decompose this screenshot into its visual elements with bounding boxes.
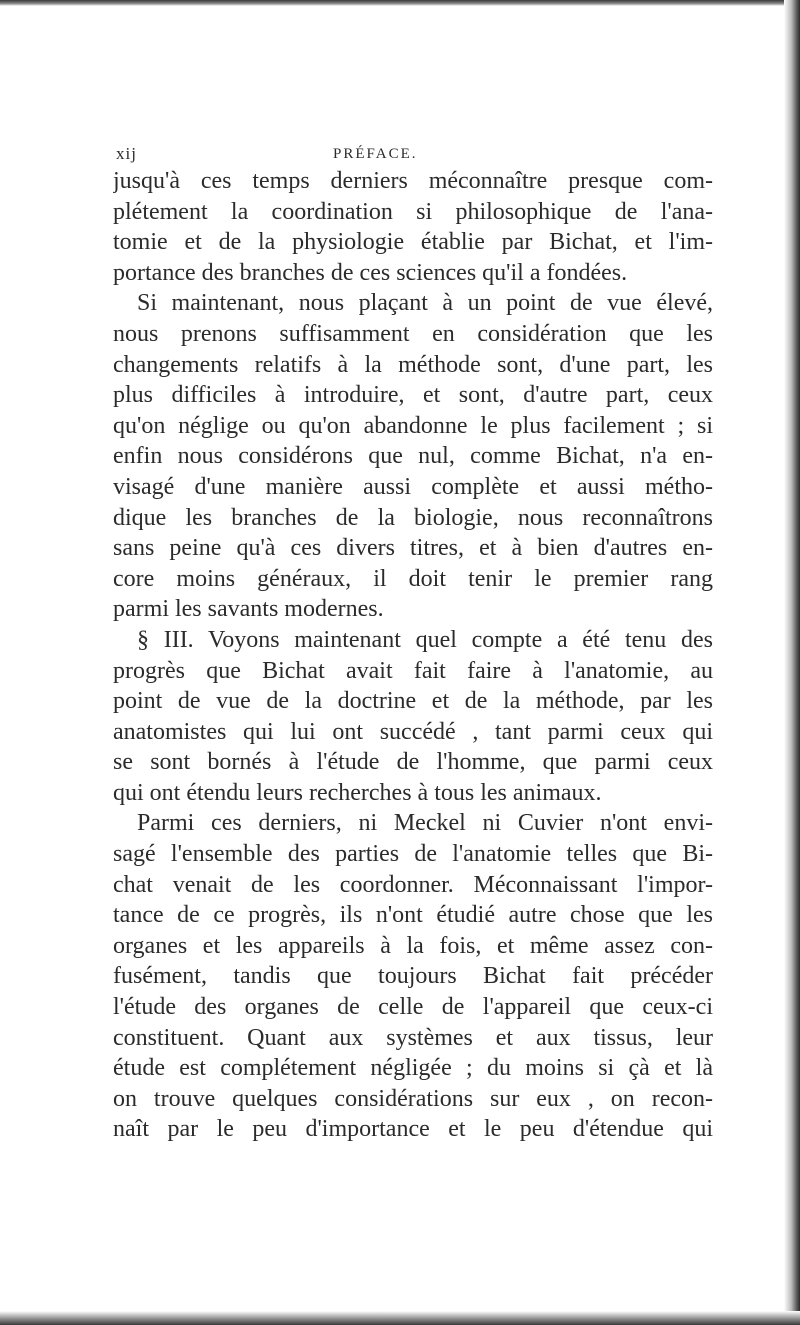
text-line: plétement la coordination si philosophique de l'ana- xyxy=(113,198,713,225)
text-line: nous prenons suffisamment en considération que les xyxy=(113,320,713,347)
text-line: constituent. Quant aux systèmes et aux tissus, leur xyxy=(113,1024,713,1051)
text-line: enfin nous considérons que nul, comme Bichat, n'a en- xyxy=(113,443,713,470)
text-line: sagé l'ensemble des parties de l'anatomie telles que Bi- xyxy=(113,841,713,868)
text-line: sans peine qu'à ces divers titres, et à bien d'autres en- xyxy=(113,535,713,562)
text-line: on trouve quelques considérations sur eux , on recon- xyxy=(113,1085,713,1112)
text-line: tance de ce progrès, ils n'ont étudié autre chose que les xyxy=(113,902,713,929)
text-line: se sont bornés à l'étude de l'homme, que parmi ceux xyxy=(113,749,713,776)
text-line: Si maintenant, nous plaçant à un point de vue élevé, xyxy=(137,290,713,317)
text-line: jusqu'à ces temps derniers méconnaître presque com- xyxy=(113,168,713,194)
text-line: qu'on néglige ou qu'on abandonne le plus facilement ; si xyxy=(113,412,713,439)
text-line: organes et les appareils à la fois, et même assez con- xyxy=(113,932,713,959)
scan-edge-top xyxy=(0,0,800,6)
text-line: parmi les savants modernes. xyxy=(113,596,384,623)
text-line: tomie et de la physiologie établie par Bichat, et l'im- xyxy=(113,229,713,256)
page-number: xij xyxy=(116,144,137,163)
text-line: progrès que Bichat avait fait faire à l'anatomie, au xyxy=(113,657,713,684)
running-head: PRÉFACE. xyxy=(333,146,418,162)
text-line: point de vue de la doctrine et de la méthode, par les xyxy=(113,688,713,715)
text-line: Parmi ces derniers, ni Meckel ni Cuvier n'ont envi- xyxy=(137,810,713,837)
text-line: portance des branches de ces sciences qu'il a fondées. xyxy=(113,259,628,286)
text-line: visagé d'une manière aussi complète et aussi métho- xyxy=(113,473,713,500)
page-header xyxy=(113,128,713,164)
text-line: chat venait de les coordonner. Méconnaissant l'impor- xyxy=(113,871,713,898)
book-page xyxy=(113,128,713,1145)
text-line: naît par le peu d'importance et le peu d'étendue qui xyxy=(113,1116,713,1143)
text-line: qui ont étendu leurs recherches à tous les animaux. xyxy=(113,779,602,806)
text-line: anatomistes qui lui ont succédé , tant parmi ceux qui xyxy=(113,718,713,745)
scan-edge-right xyxy=(784,0,800,1325)
text-line: core moins généraux, il doit tenir le premier rang xyxy=(113,565,713,592)
text-line: § III. Voyons maintenant quel compte a été tenu des xyxy=(137,626,713,653)
text-line: dique les branches de la biologie, nous reconnaîtrons xyxy=(113,504,713,531)
body-text xyxy=(113,166,713,1145)
text-line: étude est complétement négligée ; du moins si çà et là xyxy=(113,1055,713,1082)
scan-edge-bottom xyxy=(0,1311,800,1325)
text-line: fusément, tandis que toujours Bichat fait précéder xyxy=(113,963,713,990)
text-line: plus difficiles à introduire, et sont, d'autre part, ceux xyxy=(113,382,713,409)
text-line: l'étude des organes de celle de l'appareil que ceux-ci xyxy=(113,994,713,1021)
text-line: changements relatifs à la méthode sont, d'une part, les xyxy=(113,351,713,378)
